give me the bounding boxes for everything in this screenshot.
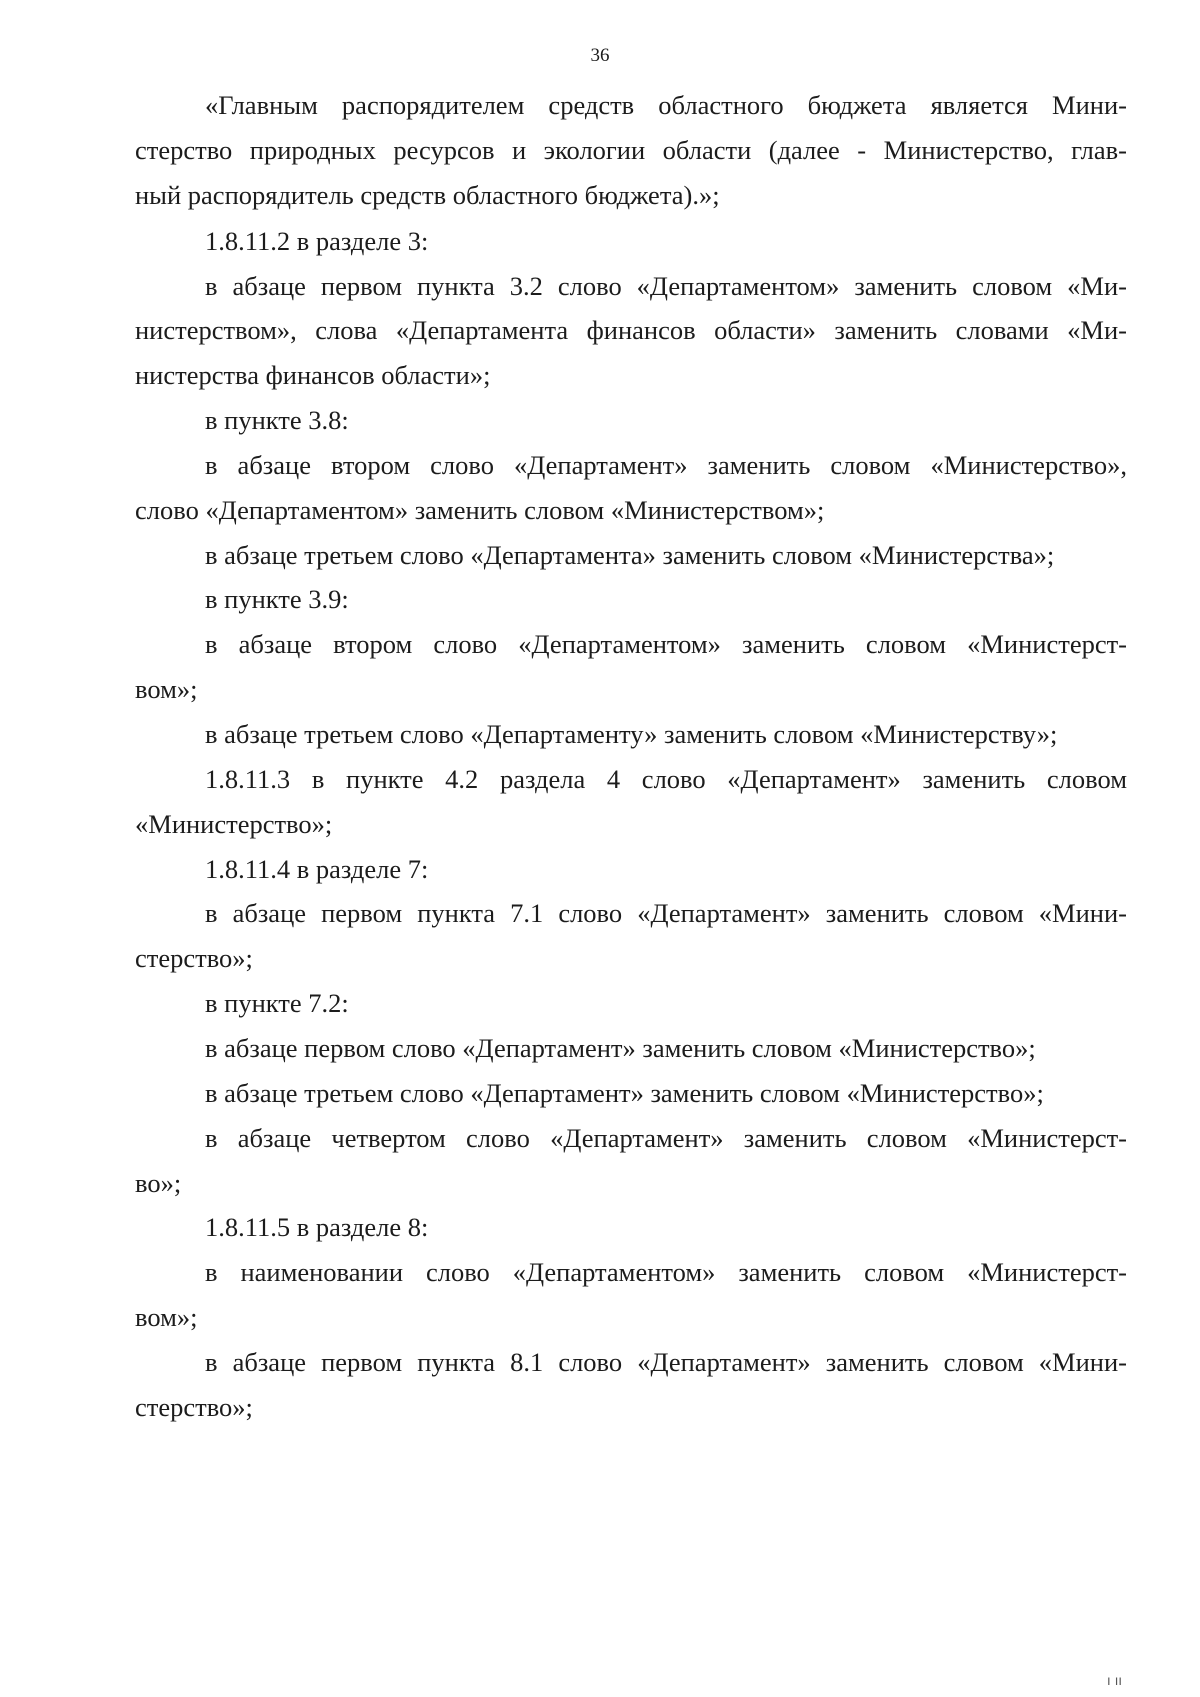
text-line: слово «Департаментом» заменить словом «Министерством»; <box>135 495 825 525</box>
text-line: 1.8.11.3 в пункте 4.2 раздела 4 слово «Департамент» заменить словом <box>205 764 1127 794</box>
text-line: «Министерство»; <box>135 809 333 839</box>
text-line: в абзаце третьем слово «Департамента» заменить словом «Министерства»; <box>205 540 1055 570</box>
text-line: стерство»; <box>135 1392 253 1422</box>
text-line: нистерства финансов области»; <box>135 360 491 390</box>
text-line: в абзаце втором слово «Департаментом» заменить словом «Министерст- <box>205 629 1127 659</box>
text-line: в абзаце третьем слово «Департамент» заменить словом «Министерство»; <box>205 1078 1044 1108</box>
text-line: в пункте 3.9: <box>205 584 349 614</box>
text-line: 1.8.11.2 в разделе 3: <box>205 226 429 256</box>
text-line: в наименовании слово «Департаментом» заменить словом «Министерст- <box>205 1257 1127 1287</box>
text-line: в абзаце четвертом слово «Департамент» заменить словом «Министерст- <box>205 1123 1127 1153</box>
text-line: в абзаце первом пункта 3.2 слово «Департаментом» заменить словом «Ми- <box>205 271 1127 301</box>
text-line: во»; <box>135 1168 182 1198</box>
text-line: в абзаце третьем слово «Департаменту» заменить словом «Министерству»; <box>205 719 1058 749</box>
text-line: в абзаце первом пункта 7.1 слово «Департамент» заменить словом «Мини- <box>205 898 1127 928</box>
text-line: в пункте 3.8: <box>205 405 349 435</box>
text-line: стерство природных ресурсов и экологии области (далее - Министерство, глав- <box>135 135 1127 165</box>
text-line: в абзаце втором слово «Департамент» заменить словом «Министерство», <box>205 450 1127 480</box>
scan-mark: ı ıı <box>1107 1674 1122 1689</box>
text-line: «Главным распорядителем средств областного бюджета является Мини- <box>205 90 1127 120</box>
text-line: ный распорядитель средств областного бюджета).»; <box>135 180 720 210</box>
text-line: 1.8.11.4 в разделе 7: <box>205 854 429 884</box>
text-line: в абзаце первом слово «Департамент» заменить словом «Министерство»; <box>205 1033 1036 1063</box>
text-line: в пункте 7.2: <box>205 988 349 1018</box>
text-line: в абзаце первом пункта 8.1 слово «Департамент» заменить словом «Мини- <box>205 1347 1127 1377</box>
page-number: 36 <box>590 45 610 66</box>
text-line: вом»; <box>135 674 198 704</box>
text-line: 1.8.11.5 в разделе 8: <box>205 1212 429 1242</box>
text-line: стерство»; <box>135 943 253 973</box>
text-line: нистерством», слова «Департамента финансов области» заменить словами «Ми- <box>135 315 1127 345</box>
text-line: вом»; <box>135 1302 198 1332</box>
